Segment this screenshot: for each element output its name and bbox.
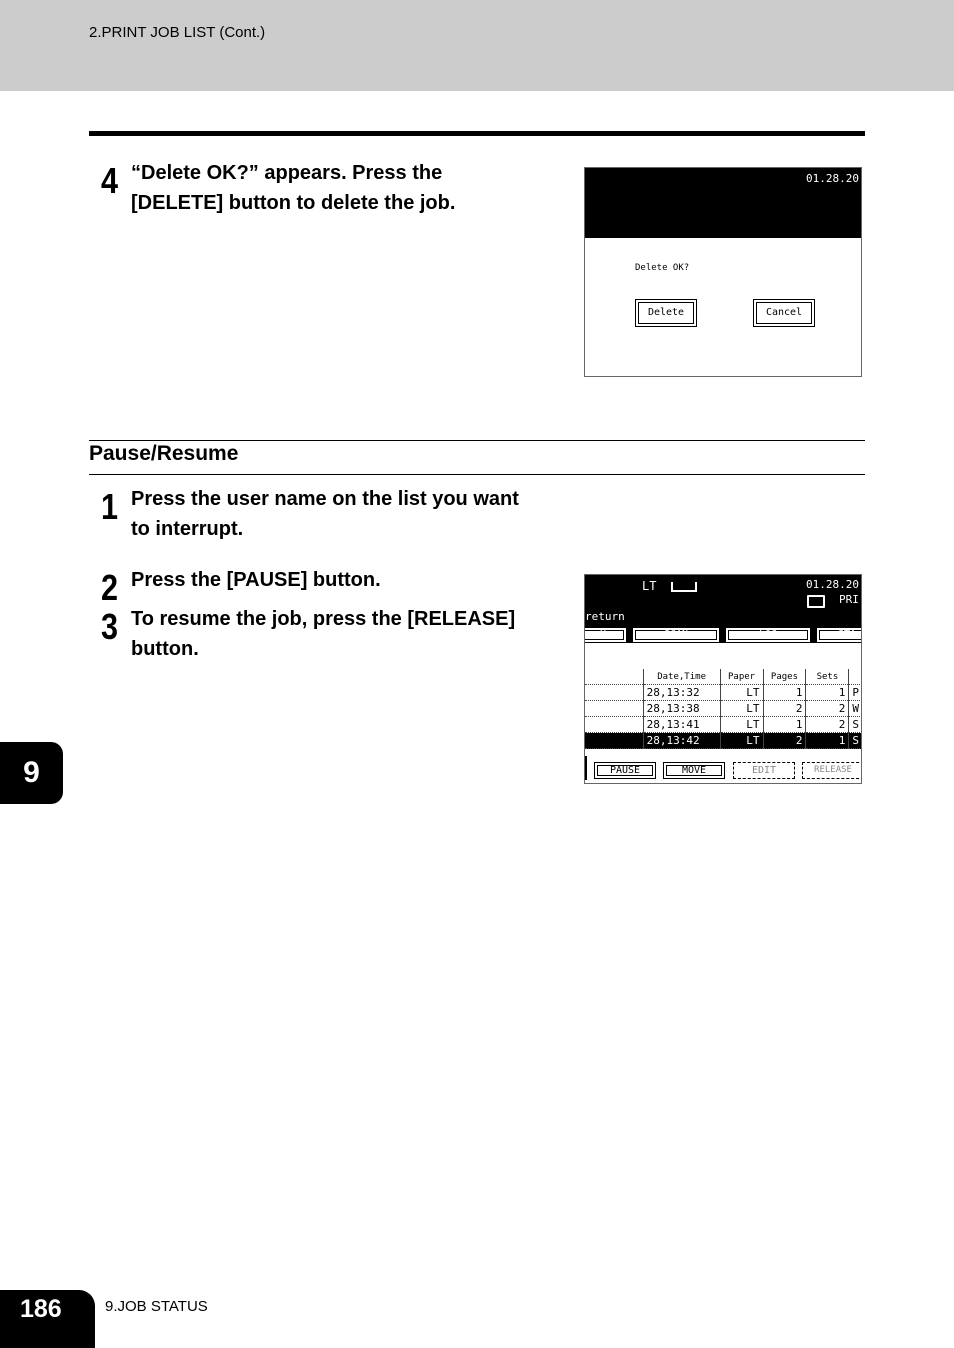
tab-scan[interactable]: SCAN bbox=[632, 627, 720, 643]
job-screen-date: 01.28.20 bbox=[806, 578, 859, 591]
tab-fax[interactable]: X bbox=[584, 627, 627, 643]
edit-button[interactable]: EDIT bbox=[733, 762, 795, 779]
row-paper: LT bbox=[720, 685, 763, 701]
release-button[interactable]: RELEASE bbox=[802, 762, 862, 779]
section-title: Pause/Resume bbox=[89, 442, 239, 465]
row-paper: LT bbox=[720, 717, 763, 733]
step-2-number: 2 bbox=[101, 567, 119, 608]
row-sets: 1 bbox=[806, 733, 849, 749]
job-list-screen bbox=[584, 574, 862, 784]
row-pages: 1 bbox=[763, 685, 806, 701]
job-table bbox=[585, 669, 862, 749]
row-status: S bbox=[849, 717, 862, 733]
table-header-row bbox=[585, 669, 862, 685]
row-time: 28,13:42 bbox=[643, 733, 720, 749]
row-pages: 2 bbox=[763, 701, 806, 717]
row-time: 28,13:38 bbox=[643, 701, 720, 717]
scroll-marker bbox=[585, 756, 587, 780]
row-user bbox=[585, 717, 643, 733]
row-pages: 1 bbox=[763, 717, 806, 733]
row-paper: LT bbox=[720, 733, 763, 749]
step-3-line-1: To resume the job, press the [RELEASE] bbox=[131, 608, 516, 630]
move-button[interactable]: MOVE bbox=[663, 762, 725, 779]
table-row[interactable] bbox=[585, 701, 862, 717]
row-sets: 1 bbox=[806, 685, 849, 701]
row-user bbox=[585, 733, 643, 749]
col-paper: Paper bbox=[720, 669, 763, 685]
delete-ok-message: Delete OK? bbox=[635, 263, 690, 273]
row-status: W bbox=[849, 701, 862, 717]
row-user bbox=[585, 701, 643, 717]
paper-size-indicator: LT bbox=[642, 579, 657, 593]
row-sets: 2 bbox=[806, 717, 849, 733]
step-3-line-2: button. bbox=[131, 638, 199, 660]
col-status bbox=[849, 669, 862, 685]
row-status: P bbox=[849, 685, 862, 701]
footer-chapter: 9.JOB STATUS bbox=[105, 1298, 208, 1315]
step-3-text bbox=[131, 604, 515, 664]
col-sets: Sets bbox=[806, 669, 849, 685]
printer-icon bbox=[807, 595, 825, 608]
section-rule-top bbox=[89, 440, 865, 441]
step-1-line-1: Press the user name on the list you want bbox=[131, 488, 519, 510]
step-2-text: Press the [PAUSE] button. bbox=[131, 569, 381, 591]
page-header bbox=[0, 0, 954, 91]
delete-button[interactable]: Delete bbox=[635, 299, 697, 327]
row-paper: LT bbox=[720, 701, 763, 717]
section-rule-bottom bbox=[89, 474, 865, 475]
row-time: 28,13:41 bbox=[643, 717, 720, 733]
row-pages: 2 bbox=[763, 733, 806, 749]
table-row-selected[interactable] bbox=[585, 733, 862, 749]
job-screen-header bbox=[585, 575, 861, 643]
row-status: S bbox=[849, 733, 862, 749]
row-user bbox=[585, 685, 643, 701]
return-label[interactable]: return bbox=[585, 610, 625, 623]
col-pages: Pages bbox=[763, 669, 806, 685]
step-1-line-2: to interrupt. bbox=[131, 518, 244, 540]
table-row[interactable] bbox=[585, 717, 862, 733]
running-header: 2.PRINT JOB LIST (Cont.) bbox=[89, 24, 266, 41]
step-4-line-2: [DELETE] button to delete the job. bbox=[131, 192, 456, 214]
screen-status-bar bbox=[585, 168, 861, 238]
pause-button[interactable]: PAUSE bbox=[594, 762, 656, 779]
row-sets: 2 bbox=[806, 701, 849, 717]
row-time: 28,13:32 bbox=[643, 685, 720, 701]
step-4-number: 4 bbox=[101, 160, 119, 201]
col-user bbox=[585, 669, 643, 685]
delete-confirm-screen bbox=[584, 167, 862, 377]
table-row[interactable] bbox=[585, 685, 862, 701]
cancel-button[interactable]: Cancel bbox=[753, 299, 815, 327]
step-1-text bbox=[131, 484, 519, 544]
step-1-number: 1 bbox=[101, 486, 119, 527]
tab-log[interactable]: LOG bbox=[725, 627, 811, 643]
step-4-line-1: “Delete OK?” appears. Press the bbox=[131, 162, 443, 184]
paper-tray-icon bbox=[671, 582, 697, 592]
step-4-text bbox=[131, 158, 455, 218]
screen-date: 01.28.20 bbox=[806, 172, 859, 185]
chapter-tab: 9 bbox=[0, 742, 63, 804]
step-3-number: 3 bbox=[101, 606, 119, 647]
col-date-time: Date,Time bbox=[643, 669, 720, 685]
mode-label: PRI bbox=[839, 593, 859, 606]
top-rule bbox=[89, 131, 865, 136]
page-number: 186 bbox=[0, 1290, 95, 1348]
tab-status[interactable]: STA bbox=[816, 627, 862, 643]
